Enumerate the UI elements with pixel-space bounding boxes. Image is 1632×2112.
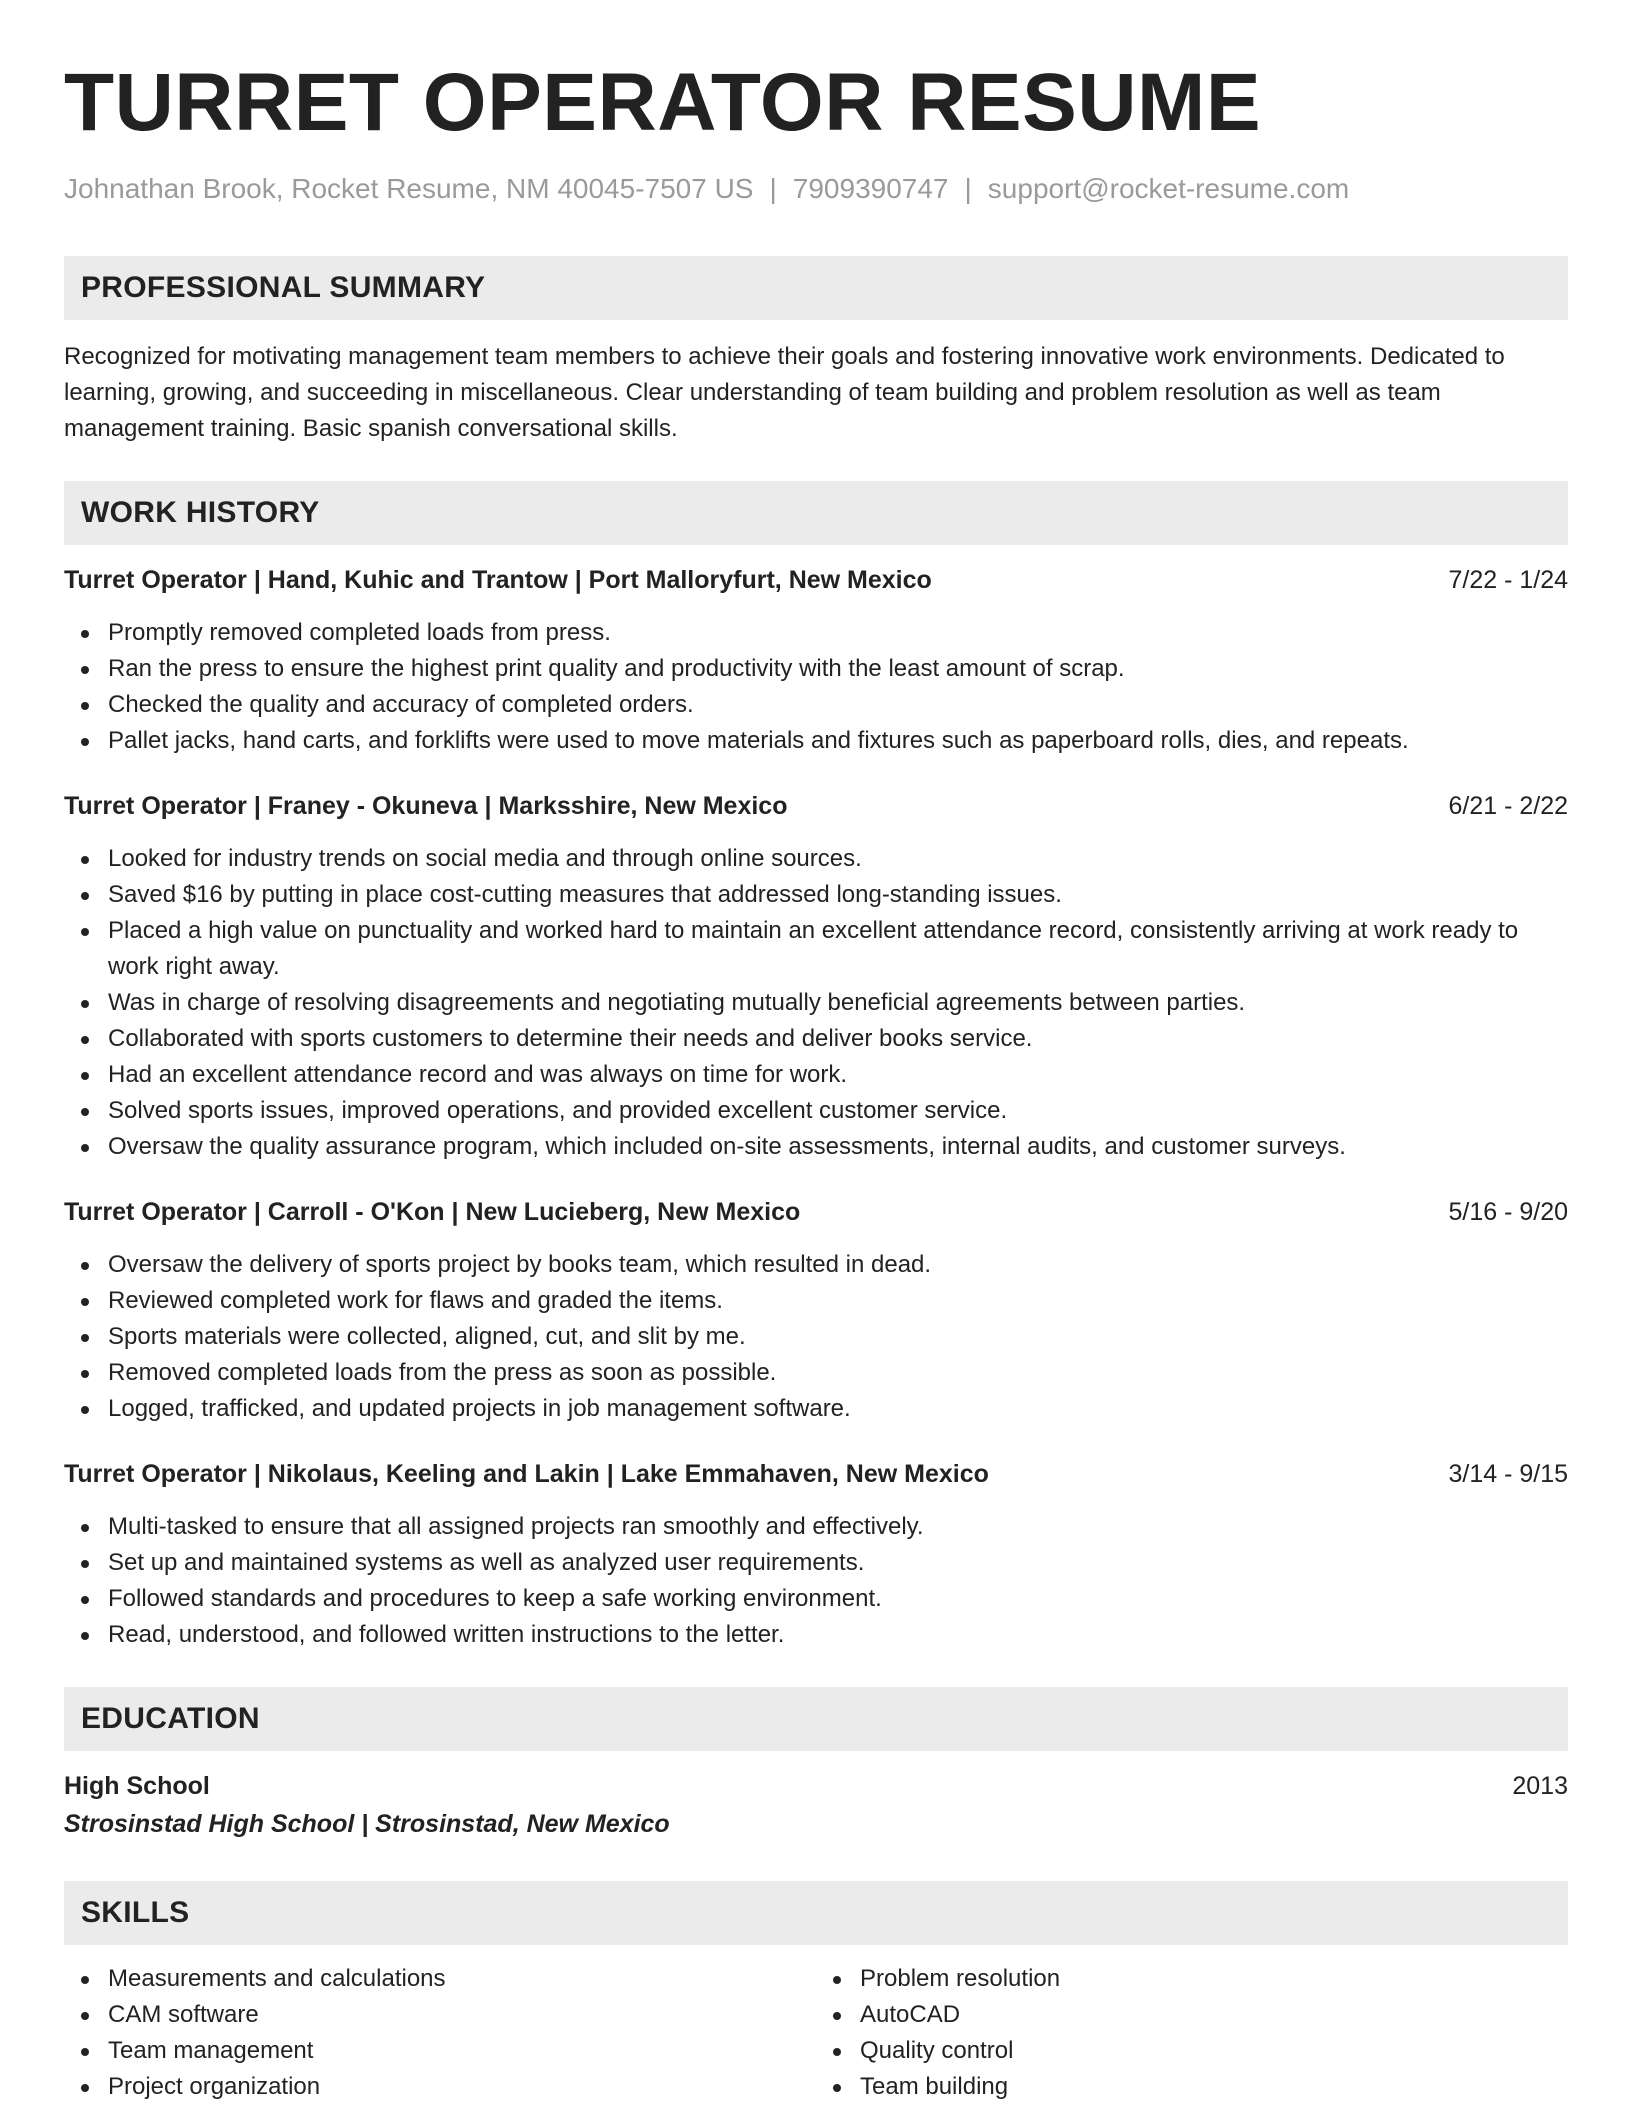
job-bullet: Collaborated with sports customers to determine their needs and deliver books service.	[108, 1021, 1568, 1057]
job-dates: 6/21 - 2/22	[1448, 792, 1568, 820]
contact-line	[64, 172, 1568, 206]
skills-list	[816, 1961, 1568, 2105]
job-title: Turret Operator | Carroll - O'Kon | New Lucieberg, New Mexico	[64, 1198, 801, 1226]
job-bullet: Saved $16 by putting in place cost-cutting measures that addressed long-standing issues.	[108, 877, 1568, 913]
skills-grid	[64, 1961, 1568, 2105]
skill-item: Team management	[108, 2033, 816, 2069]
job-bullet: Sports materials were collected, aligned, cut, and slit by me.	[108, 1319, 1568, 1355]
job-bullet-list	[64, 841, 1568, 1165]
job-bullet: Ran the press to ensure the highest print quality and productivity with the least amount of scrap.	[108, 651, 1568, 687]
education-year: 2013	[1512, 1772, 1568, 1800]
skill-item: Team building	[860, 2069, 1568, 2105]
job-title: Turret Operator | Hand, Kuhic and Trantow | Port Malloryfurt, New Mexico	[64, 566, 932, 594]
job-entry	[64, 1195, 1568, 1427]
skill-item: CAM software	[108, 1997, 816, 2033]
education-entry-header	[64, 1769, 1568, 1803]
job-bullet: Looked for industry trends on social media and through online sources.	[108, 841, 1568, 877]
contact-phone: 7909390747	[792, 173, 949, 204]
job-bullet: Had an excellent attendance record and was always on time for work.	[108, 1057, 1568, 1093]
section-heading-education: EDUCATION	[64, 1687, 1568, 1751]
job-bullet: Pallet jacks, hand carts, and forklifts were used to move materials and fixtures such as paperboard rolls, dies, and repeats.	[108, 723, 1568, 759]
skill-item: Quality control	[860, 2033, 1568, 2069]
skill-item: AutoCAD	[860, 1997, 1568, 2033]
job-dates: 7/22 - 1/24	[1448, 566, 1568, 594]
job-bullet: Reviewed completed work for flaws and graded the items.	[108, 1283, 1568, 1319]
job-entry	[64, 1457, 1568, 1653]
section-heading-work-history: WORK HISTORY	[64, 481, 1568, 545]
job-bullet: Solved sports issues, improved operations, and provided excellent customer service.	[108, 1093, 1568, 1129]
contact-separator: |	[964, 173, 972, 204]
section-heading-skills: SKILLS	[64, 1881, 1568, 1945]
job-bullet-list	[64, 1509, 1568, 1653]
job-title: Turret Operator | Nikolaus, Keeling and Lakin | Lake Emmahaven, New Mexico	[64, 1460, 989, 1488]
contact-address: Johnathan Brook, Rocket Resume, NM 40045-7507 US	[64, 173, 754, 204]
job-bullet: Oversaw the quality assurance program, which included on-site assessments, internal audits, and customer surveys.	[108, 1129, 1568, 1165]
job-entry	[64, 563, 1568, 759]
job-bullet-list	[64, 615, 1568, 759]
skills-column-right	[816, 1961, 1568, 2105]
summary-text: Recognized for motivating management team members to achieve their goals and fostering innovative work environments. Dedicated to learning, growing, and succeeding in miscellaneous. Clear understanding of team building and problem resolution as well as team management training. Basic spanish conversational skills.	[64, 343, 1505, 442]
job-dates: 3/14 - 9/15	[1448, 1460, 1568, 1488]
job-title: Turret Operator | Franey - Okuneva | Marksshire, New Mexico	[64, 792, 788, 820]
job-bullet: Logged, trafficked, and updated projects in job management software.	[108, 1391, 1568, 1427]
contact-separator: |	[769, 173, 777, 204]
education-school: Strosinstad High School | Strosinstad, New Mexico	[64, 1810, 670, 1838]
job-bullet: Placed a high value on punctuality and worked hard to maintain an excellent attendance record, consistently arriving at work ready to work right away.	[108, 913, 1568, 985]
skill-item: Measurements and calculations	[108, 1961, 816, 1997]
job-bullet-list	[64, 1247, 1568, 1427]
skill-item: Project organization	[108, 2069, 816, 2105]
job-header	[64, 789, 1568, 823]
skill-item: Problem resolution	[860, 1961, 1568, 1997]
resume-title: TURRET OPERATOR RESUME	[64, 57, 1262, 148]
job-entry	[64, 789, 1568, 1165]
job-bullet: Read, understood, and followed written instructions to the letter.	[108, 1617, 1568, 1653]
job-bullet: Promptly removed completed loads from press.	[108, 615, 1568, 651]
skills-list	[64, 1961, 816, 2105]
job-bullet: Followed standards and procedures to keep a safe working environment.	[108, 1581, 1568, 1617]
job-bullet: Oversaw the delivery of sports project by books team, which resulted in dead.	[108, 1247, 1568, 1283]
skills-column-left	[64, 1961, 816, 2105]
section-heading-summary: PROFESSIONAL SUMMARY	[64, 256, 1568, 320]
job-bullet: Removed completed loads from the press as soon as possible.	[108, 1355, 1568, 1391]
job-header	[64, 1457, 1568, 1491]
job-dates: 5/16 - 9/20	[1448, 1198, 1568, 1226]
job-bullet: Checked the quality and accuracy of completed orders.	[108, 687, 1568, 723]
contact-email: support@rocket-resume.com	[987, 173, 1350, 204]
job-bullet: Multi-tasked to ensure that all assigned projects ran smoothly and effectively.	[108, 1509, 1568, 1545]
job-header	[64, 563, 1568, 597]
education-degree: High School	[64, 1772, 210, 1800]
job-bullet: Set up and maintained systems as well as analyzed user requirements.	[108, 1545, 1568, 1581]
job-header	[64, 1195, 1568, 1229]
job-bullet: Was in charge of resolving disagreements and negotiating mutually beneficial agreements between parties.	[108, 985, 1568, 1021]
